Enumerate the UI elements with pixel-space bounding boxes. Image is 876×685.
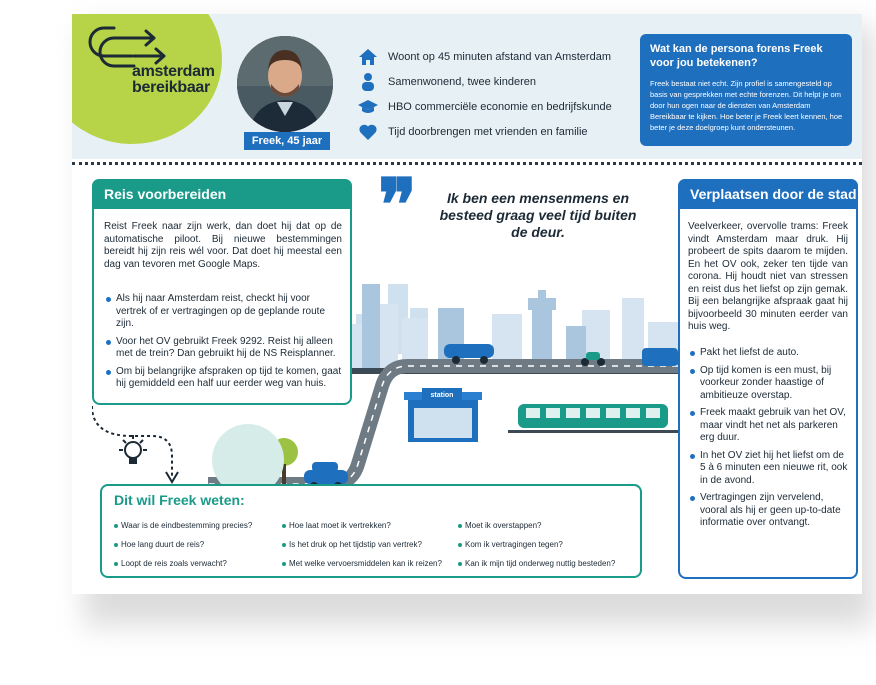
logo-wordmark	[132, 64, 215, 96]
persona-photo	[237, 36, 333, 132]
list-item: Op tijd komen is een must, bij voorkeur zonder haastige of ambitieuze overstap.	[688, 365, 848, 403]
fact-item	[358, 44, 612, 69]
question-column-2	[282, 516, 442, 573]
reis-voorbereiden-box	[92, 179, 352, 405]
list-item: Voor het OV gebruikt Freek 9292. Reist hij alleen met de trein? Dan gebruikt hij de NS Reisplanner.	[104, 336, 342, 361]
verplaatsen-box	[678, 179, 858, 579]
station-label: station	[430, 392, 454, 399]
fact-item	[358, 69, 612, 94]
dotted-arrow-icon	[92, 404, 192, 484]
list-item: Kom ik vertragingen tegen?	[458, 535, 615, 554]
list-item: Waar is de eindbestemming precies?	[114, 516, 252, 535]
heart-icon	[358, 122, 378, 142]
persona-quote: Ik ben een mensenmens en besteed graag veel tijd buiten de deur.	[439, 190, 637, 240]
reis-intro-text: Reist Freek naar zijn werk, dan doet hij dat op de automatische piloot. Bij nieuwe bestemmingen bereidt hij zijn reis wél voor. Dat doet hij meestal een dag van tevoren met Google Maps.	[104, 221, 342, 270]
weten-title: Dit wil Freek weten:	[114, 492, 245, 508]
persona-name-tag: Freek, 45 jaar	[244, 132, 330, 150]
list-item: Freek maakt gebruik van het OV, maar vindt het net als parkeren erg duur.	[688, 407, 848, 445]
graduation-cap-icon	[358, 97, 378, 117]
list-item: Met welke vervoersmiddelen kan ik reizen?	[282, 554, 442, 573]
info-box-title: Wat kan de persona forens Freek voor jou betekenen?	[650, 43, 823, 69]
header-band	[72, 14, 862, 159]
fact-text: HBO commerciële economie en bedrijfskunde	[388, 100, 612, 113]
persona-sheet	[72, 14, 862, 594]
list-item: Om bij belangrijke afspraken op tijd te komen, gaat hij gemiddeld een half uur eerder weg van huis.	[104, 366, 342, 391]
fact-item	[358, 119, 612, 144]
list-item: In het OV ziet hij het liefst om de 5 à 6 minuten een nieuwe rit, ook in de avond.	[688, 450, 848, 488]
dit-wil-freek-weten-box	[100, 484, 642, 578]
reis-bullet-list	[104, 293, 342, 396]
list-item: Vertragingen zijn vervelend, vooral als hij er geen up-to-date informatie over ontvangt.	[688, 492, 848, 530]
verplaatsen-bullet-list	[688, 347, 848, 535]
logo-line1: amsterdam	[132, 63, 215, 80]
fact-text: Tijd doorbrengen met vrienden en familie	[388, 125, 588, 138]
logo-line2: bereikbaar	[132, 79, 210, 96]
list-item: Loopt de reis zoals verwacht?	[114, 554, 252, 573]
fact-item	[358, 94, 612, 119]
fact-text: Samenwonend, twee kinderen	[388, 75, 536, 88]
list-item: Hoe laat moet ik vertrekken?	[282, 516, 442, 535]
house-icon	[358, 47, 378, 67]
person-icon	[358, 72, 378, 92]
list-item: Hoe lang duurt de reis?	[114, 535, 252, 554]
list-item: Als hij naar Amsterdam reist, checkt hij voor vertrek of er vertragingen op de geplande route zijn.	[104, 293, 342, 331]
fact-text: Woont op 45 minuten afstand van Amsterdam	[388, 50, 611, 63]
persona-facts	[358, 44, 612, 144]
persona-info-box	[640, 34, 852, 146]
verplaatsen-title: Verplaatsen door de stad	[678, 179, 858, 209]
verplaatsen-intro-text: Veelverkeer, overvolle trams: Freek vindt Amsterdam maar druk. Hij probeert de spits daarom te mijden. En het OV ook, zeker ten tijde van corona. Hij houdt niet van stressen en reist dus het liefst op zijn gemak. Bij een belangrijke afspraak gaat hij bijvoorbeeld 30 minuten eerder van huis weg.	[688, 221, 848, 332]
list-item: Is het druk op het tijdstip van vertrek?	[282, 535, 442, 554]
quote-mark-icon: ❞	[378, 162, 417, 247]
question-column-1	[114, 516, 252, 573]
reis-voorbereiden-title: Reis voorbereiden	[92, 179, 352, 209]
info-box-body: Freek bestaat niet echt. Zijn profiel is samengesteld op basis van gesprekken met echte forenzen. Dit helpt je om door hun ogen naar de diensten van Amsterdam Bereikbaar te kijken. Hoe beter je Freek leert kennen, hoe beter je deze doelgroep kunt ondersteunen.	[650, 79, 843, 132]
portrait-icon	[237, 36, 333, 132]
list-item: Kan ik mijn tijd onderweg nuttig besteden?	[458, 554, 615, 573]
question-column-3	[458, 516, 615, 573]
dotted-divider	[72, 162, 862, 165]
list-item: Pakt het liefst de auto.	[688, 347, 848, 360]
list-item: Moet ik overstappen?	[458, 516, 615, 535]
